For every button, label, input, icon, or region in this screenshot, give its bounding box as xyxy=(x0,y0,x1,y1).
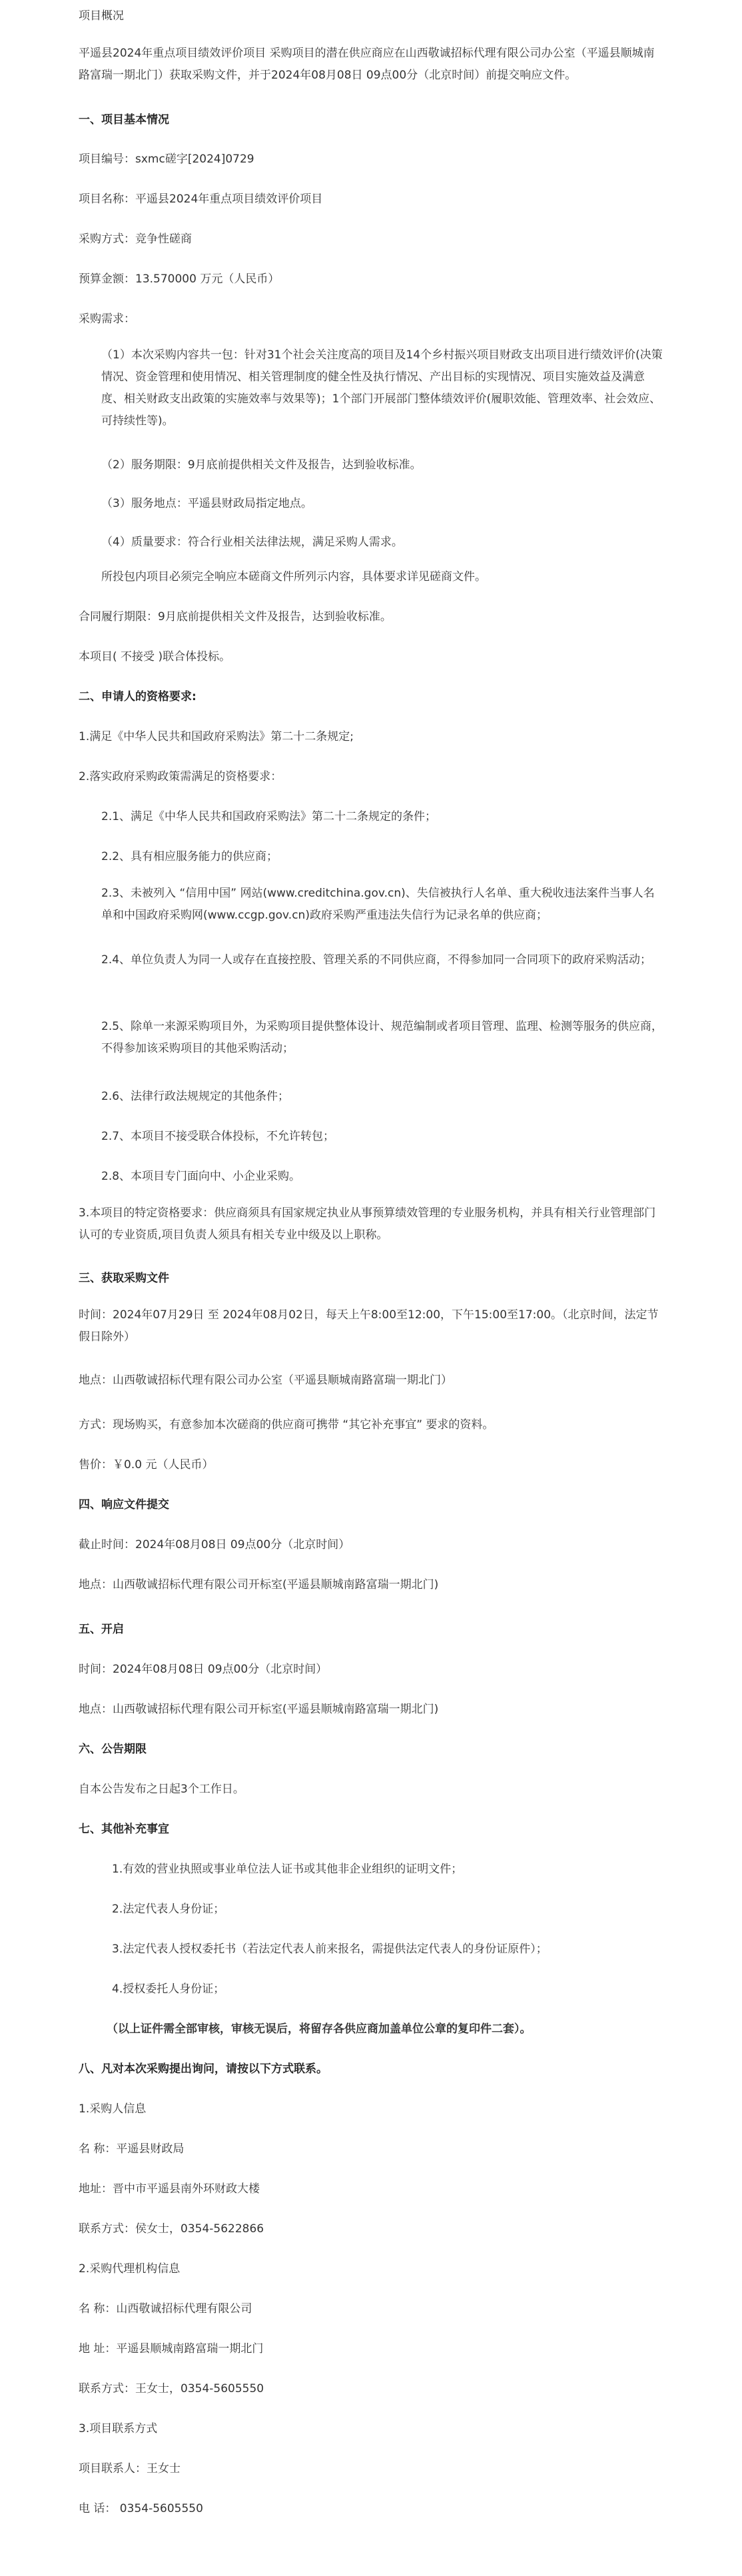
contract-period: 合同履行期限：9月底前提供相关文件及报告，达到验收标准。 xyxy=(79,610,392,624)
requirement-2-1: 2.1、满足《中华人民共和国政府采购法》第二十二条规定的条件； xyxy=(101,810,437,823)
budget-amount: 预算金额：13.570000 万元（人民币） xyxy=(79,272,280,286)
project-name: 项目名称：平遥县2024年重点项目绩效评价项目 xyxy=(79,193,323,206)
section-6-heading: 六、公告期限 xyxy=(79,1743,147,1756)
project-contact-phone: 电 话： 0354-5605550 xyxy=(79,2502,203,2515)
obtain-time: 时间：2024年07月29日 至 2024年08月02日，每天上午8:00至12:00，下午15:00至17:00。（北京时间，法定节假日除外） xyxy=(79,1308,659,1344)
section-5-heading: 五、开启 xyxy=(79,1623,124,1636)
requirement-2-3: 2.3、未被列入 “信用中国” 网站(www.creditchina.gov.cn)、失信被执行人名单、重大税收违法案件当事人名单和中国政府采购网(www.ccgp.gov.cn)政府采购严重违法失信行为记录名单的供应商； xyxy=(101,887,655,922)
submit-place: 地点：山西敬诚招标代理有限公司开标室(平遥县顺城南路富瑞一期北门) xyxy=(79,1578,439,1591)
section-2-heading: 二、申请人的资格要求: xyxy=(79,690,196,703)
notice-period: 自本公告发布之日起3个工作日。 xyxy=(79,1783,244,1796)
agency-address: 地 址：平遥县顺城南路富瑞一期北门 xyxy=(79,2342,264,2356)
procurement-method: 采购方式：竞争性磋商 xyxy=(79,232,192,246)
section-7-heading: 七、其他补充事宜 xyxy=(79,1823,169,1836)
agency-info-title: 2.采购代理机构信息 xyxy=(79,2262,181,2276)
supplement-note: （以上证件需全部审核，审核无误后，将留存各供应商加盖单位公章的复印件二套）。 xyxy=(107,2022,532,2036)
requirement-1: 1.满足《中华人民共和国政府采购法》第二十二条规定; xyxy=(79,730,354,743)
demand-item-4: （4）质量要求：符合行业相关法律法规，满足采购人需求。 xyxy=(101,536,403,549)
project-number: 项目编号：sxmc磋字[2024]0729 xyxy=(79,153,254,166)
agency-contact: 联系方式：王女士，0354-5605550 xyxy=(79,2382,264,2395)
submit-deadline: 截止时间：2024年08月08日 09点00分（北京时间） xyxy=(79,1538,350,1551)
joint-bid-note: 本项目( 不接受 )联合体投标。 xyxy=(79,650,231,663)
section-8-heading: 八、凡对本次采购提出询问，请按以下方式联系。 xyxy=(79,2062,328,2076)
project-contact-title: 3.项目联系方式 xyxy=(79,2422,158,2435)
purchaser-name: 名 称：平遥县财政局 xyxy=(79,2142,185,2156)
demand-item-5: 所投包内项目必须完全响应本磋商文件所列示内容，具体要求详见磋商文件。 xyxy=(101,570,486,584)
requirement-2: 2.落实政府采购政策需满足的资格要求： xyxy=(79,770,282,783)
obtain-place: 地点：山西敬诚招标代理有限公司办公室（平遥县顺城南路富瑞一期北门） xyxy=(79,1374,452,1387)
requirement-2-6: 2.6、法律行政法规规定的其他条件； xyxy=(101,1090,290,1103)
demand-item-2: （2）服务期限：9月底前提供相关文件及报告，达到验收标准。 xyxy=(101,458,422,472)
obtain-price: 售价：￥0.0 元（人民币） xyxy=(79,1458,214,1472)
section-1-heading: 一、项目基本情况 xyxy=(79,113,169,127)
requirement-2-2: 2.2、具有相应服务能力的供应商； xyxy=(101,850,278,863)
supplement-item-2: 2.法定代表人身份证； xyxy=(112,1903,225,1916)
opening-place: 地点：山西敬诚招标代理有限公司开标室(平遥县顺城南路富瑞一期北门) xyxy=(79,1703,439,1716)
requirement-2-7: 2.7、本项目不接受联合体投标，不允许转包； xyxy=(101,1130,335,1143)
purchaser-info-title: 1.采购人信息 xyxy=(79,2102,147,2116)
supplement-item-4: 4.授权委托人身份证； xyxy=(112,1982,225,1996)
demand-item-1: （1）本次采购内容共一包：针对31个社会关注度高的项目及14个乡村振兴项目财政支出项目进行绩效评价(决策情况、资金管理和使用情况、相关管理制度的健全性及执行情况、产出目标的实现情况、项目实施效益及满意度、相关财政支出政策的实施效率与效果等)；1个部门开展部门整体绩效评价(履职效能、管理效率、社会效应、可持续性等)。 xyxy=(101,348,663,428)
project-contact-person: 项目联系人：王女士 xyxy=(79,2462,181,2475)
obtain-way: 方式：现场购买，有意参加本次磋商的供应商可携带 “其它补充事宜” 要求的资料。 xyxy=(79,1418,494,1432)
purchaser-contact: 联系方式：侯女士，0354-5622866 xyxy=(79,2222,264,2236)
opening-time: 时间：2024年08月08日 09点00分（北京时间） xyxy=(79,1663,328,1676)
requirement-2-4: 2.4、单位负责人为同一人或存在直接控股、管理关系的不同供应商，不得参加同一合同项下的政府采购活动； xyxy=(101,953,652,967)
requirement-2-8: 2.8、本项目专门面向中、小企业采购。 xyxy=(101,1170,301,1183)
supplement-item-1: 1.有效的营业执照或事业单位法人证书或其他非企业组织的证明文件； xyxy=(112,1863,463,1876)
requirement-2-5: 2.5、除单一来源采购项目外，为采购项目提供整体设计、规范编制或者项目管理、监理、检测等服务的供应商，不得参加该采购项目的其他采购活动； xyxy=(101,1020,663,1055)
agency-name: 名 称：山西敬诚招标代理有限公司 xyxy=(79,2302,252,2316)
demand-label: 采购需求： xyxy=(79,312,135,326)
section-4-heading: 四、响应文件提交 xyxy=(79,1498,169,1511)
intro-paragraph: 平遥县2024年重点项目绩效评价项目 采购项目的潜在供应商应在山西敬诚招标代理有限公司办公室（平遥县顺城南路富瑞一期北门）获取采购文件，并于2024年08月08日 09点00分（北京时间）前提交响应文件。 xyxy=(79,47,655,82)
section-3-heading: 三、获取采购文件 xyxy=(79,1272,169,1285)
requirement-3: 3.本项目的特定资格要求：供应商须具有国家规定执业从事预算绩效管理的专业服务机构，并具有相关行业管理部门认可的专业资质,项目负责人须具有相关专业中级及以上职称。 xyxy=(79,1206,656,1242)
supplement-item-3: 3.法定代表人授权委托书（若法定代表人前来报名，需提供法定代表人的身份证原件）； xyxy=(112,1942,548,1956)
purchaser-address: 地址：晋中市平遥县南外环财政大楼 xyxy=(79,2182,260,2196)
demand-item-3: （3）服务地点：平遥县财政局指定地点。 xyxy=(101,497,312,510)
doc-title: 项目概况 xyxy=(79,9,124,23)
